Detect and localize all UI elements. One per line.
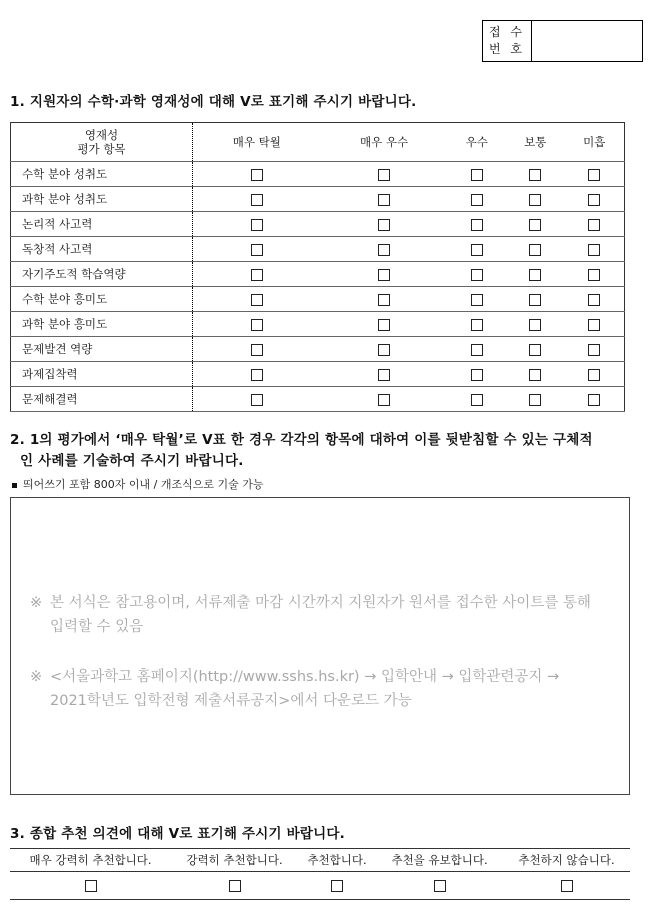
- rating-cell: [447, 212, 506, 237]
- rating-checkbox[interactable]: [378, 344, 390, 356]
- header-item-line1: 영재성: [84, 128, 119, 142]
- rating-rows: [11, 162, 625, 412]
- rating-checkbox[interactable]: [471, 219, 483, 231]
- rating-row: [11, 312, 625, 337]
- rating-checkbox[interactable]: [251, 394, 263, 406]
- receipt-label-line2: 번 호: [489, 42, 525, 56]
- rating-cell: [565, 387, 625, 412]
- rating-checkbox[interactable]: [588, 319, 600, 331]
- rating-cell: [321, 387, 448, 412]
- rating-checkbox[interactable]: [251, 369, 263, 381]
- notice-1-line1: 본 서식은 참고용이며, 서류제출 마감 시간까지 지원자가 원서를 접수한 사이트를 통해: [50, 595, 591, 611]
- evaluation-item-label: 문제발견 역량: [11, 337, 193, 362]
- receipt-number-field[interactable]: [532, 21, 642, 61]
- rating-cell: [565, 262, 625, 287]
- recommendation-checkbox[interactable]: [85, 880, 97, 892]
- rating-checkbox[interactable]: [471, 269, 483, 281]
- rating-cell: [506, 387, 565, 412]
- rating-checkbox[interactable]: [471, 394, 483, 406]
- rating-cell: [193, 162, 321, 187]
- rating-cell: [565, 362, 625, 387]
- recommendation-cell: [171, 872, 298, 900]
- rating-cell: [447, 312, 506, 337]
- q2-guideline: [12, 476, 263, 492]
- rating-cell: [506, 312, 565, 337]
- rating-cell: [193, 262, 321, 287]
- rating-checkbox[interactable]: [378, 169, 390, 181]
- header-level: 보통: [506, 123, 565, 162]
- rating-cell: [193, 287, 321, 312]
- rating-checkbox[interactable]: [529, 194, 541, 206]
- rating-checkbox[interactable]: [378, 269, 390, 281]
- header-level: 매우 우수: [321, 123, 448, 162]
- evaluation-item-label: 자기주도적 학습역량: [11, 262, 193, 287]
- rating-checkbox[interactable]: [529, 369, 541, 381]
- rating-checkbox[interactable]: [529, 394, 541, 406]
- rating-cell: [321, 237, 448, 262]
- rating-checkbox[interactable]: [471, 344, 483, 356]
- giftedness-rating-table: [10, 122, 625, 412]
- reference-mark-icon: ※: [30, 669, 43, 685]
- rating-checkbox[interactable]: [251, 194, 263, 206]
- rating-row: [11, 162, 625, 187]
- rating-cell: [321, 187, 448, 212]
- evaluation-item-label: 문제해결력: [11, 387, 193, 412]
- rating-checkbox[interactable]: [471, 319, 483, 331]
- q2-title-line1: 2. 1의 평가에서 ‘매우 탁월’로 V표 한 경우 각각의 항목에 대하여 이를 뒷받침할 수 있는 구체적: [10, 432, 593, 448]
- recommendation-checkbox[interactable]: [561, 880, 573, 892]
- rating-cell: [506, 162, 565, 187]
- rating-checkbox[interactable]: [529, 219, 541, 231]
- rating-cell: [447, 387, 506, 412]
- rating-cell: [506, 237, 565, 262]
- rating-cell: [321, 287, 448, 312]
- rating-checkbox[interactable]: [471, 369, 483, 381]
- recommendation-option-label: 추천하지 않습니다.: [503, 849, 630, 872]
- rating-cell: [193, 387, 321, 412]
- rating-cell: [447, 362, 506, 387]
- rating-cell: [321, 162, 448, 187]
- rating-cell: [565, 187, 625, 212]
- rating-cell: [506, 287, 565, 312]
- recommendation-cell: [376, 872, 503, 900]
- rating-checkbox[interactable]: [588, 294, 600, 306]
- rating-cell: [447, 187, 506, 212]
- rating-cell: [565, 337, 625, 362]
- rating-checkbox[interactable]: [529, 344, 541, 356]
- rating-cell: [565, 287, 625, 312]
- rating-cell: [447, 287, 506, 312]
- rating-checkbox[interactable]: [471, 244, 483, 256]
- rating-row: [11, 212, 625, 237]
- rating-row: [11, 187, 625, 212]
- rating-checkbox[interactable]: [529, 169, 541, 181]
- q2-title: [10, 430, 640, 472]
- rating-checkbox[interactable]: [378, 294, 390, 306]
- recommendation-checkbox[interactable]: [434, 880, 446, 892]
- rating-checkbox[interactable]: [378, 194, 390, 206]
- rating-row: [11, 337, 625, 362]
- rating-cell: [321, 312, 448, 337]
- rating-checkbox[interactable]: [251, 244, 263, 256]
- rating-cell: [506, 212, 565, 237]
- receipt-label-line1: 접 수: [489, 25, 525, 39]
- rating-checkbox[interactable]: [588, 219, 600, 231]
- q2-guideline-text: 띄어쓰기 포함 800자 이내 / 개조식으로 기술 가능: [23, 478, 264, 491]
- example-description-textarea[interactable]: [10, 497, 630, 795]
- rating-checkbox[interactable]: [529, 294, 541, 306]
- rating-cell: [193, 187, 321, 212]
- notice-1: [30, 591, 591, 639]
- receipt-number-box: [482, 20, 643, 62]
- recommendation-checkbox[interactable]: [331, 880, 343, 892]
- rating-checkbox[interactable]: [588, 269, 600, 281]
- rating-checkbox[interactable]: [378, 219, 390, 231]
- rating-row: [11, 387, 625, 412]
- notice-2-line1: <서울과학고 홈페이지(http://www.sshs.hs.kr) → 입학안내 → 입학관련공지 →: [50, 669, 560, 685]
- rating-cell: [565, 312, 625, 337]
- rating-cell: [447, 262, 506, 287]
- notice-2-line2: 2021학년도 입학전형 제출서류공지>에서 다운로드 가능: [50, 693, 412, 709]
- evaluation-item-label: 수학 분야 성취도: [11, 162, 193, 187]
- recommendation-table: [10, 848, 630, 900]
- receipt-number-label: [483, 21, 532, 61]
- rating-checkbox[interactable]: [378, 319, 390, 331]
- evaluation-item-label: 수학 분야 흥미도: [11, 287, 193, 312]
- q2-title-line2: 인 사례를 기술하여 주시기 바랍니다.: [20, 453, 244, 469]
- recommendation-checkbox-row: [10, 872, 630, 900]
- rating-cell: [447, 237, 506, 262]
- rating-cell: [447, 162, 506, 187]
- rating-cell: [321, 337, 448, 362]
- recommendation-option-label: 추천을 유보합니다.: [376, 849, 503, 872]
- rating-checkbox[interactable]: [588, 244, 600, 256]
- notice-2: [30, 665, 559, 713]
- rating-checkbox[interactable]: [529, 269, 541, 281]
- rating-checkbox[interactable]: [251, 344, 263, 356]
- q1-title: 1. 지원자의 수학·과학 영재성에 대해 V로 표기해 주시기 바랍니다.: [10, 94, 417, 110]
- header-level: 미흡: [565, 123, 625, 162]
- evaluation-item-label: 독창적 사고력: [11, 237, 193, 262]
- rating-checkbox[interactable]: [251, 219, 263, 231]
- notice-1-line2: 입력할 수 있음: [50, 619, 144, 635]
- header-level: 우수: [447, 123, 506, 162]
- rating-checkbox[interactable]: [251, 169, 263, 181]
- rating-checkbox[interactable]: [588, 344, 600, 356]
- header-evaluation-item: [11, 123, 193, 162]
- rating-cell: [565, 162, 625, 187]
- rating-cell: [506, 262, 565, 287]
- recommendation-cell: [298, 872, 376, 900]
- header-level: 매우 탁월: [193, 123, 321, 162]
- recommendation-checkbox[interactable]: [229, 880, 241, 892]
- rating-row: [11, 362, 625, 387]
- rating-cell: [506, 337, 565, 362]
- rating-checkbox[interactable]: [471, 194, 483, 206]
- rating-cell: [506, 187, 565, 212]
- evaluation-item-label: 과학 분야 흥미도: [11, 312, 193, 337]
- rating-checkbox[interactable]: [251, 269, 263, 281]
- rating-checkbox[interactable]: [378, 369, 390, 381]
- header-item-line2: 평가 항목: [77, 142, 126, 156]
- rating-cell: [565, 212, 625, 237]
- evaluation-item-label: 논리적 사고력: [11, 212, 193, 237]
- rating-cell: [321, 362, 448, 387]
- bullet-square-icon: [12, 483, 17, 488]
- q3-title: 3. 종합 추천 의견에 대해 V로 표기해 주시기 바랍니다.: [10, 826, 345, 842]
- rating-cell: [193, 362, 321, 387]
- rating-cell: [193, 212, 321, 237]
- rating-checkbox[interactable]: [588, 169, 600, 181]
- recommendation-option-label: 추천합니다.: [298, 849, 376, 872]
- rating-row: [11, 287, 625, 312]
- rating-checkbox[interactable]: [378, 394, 390, 406]
- rating-cell: [565, 237, 625, 262]
- rating-cell: [193, 337, 321, 362]
- rating-cell: [193, 312, 321, 337]
- rating-checkbox[interactable]: [251, 294, 263, 306]
- rating-cell: [447, 337, 506, 362]
- rating-checkbox[interactable]: [471, 169, 483, 181]
- evaluation-item-label: 과학 분야 성취도: [11, 187, 193, 212]
- rating-row: [11, 262, 625, 287]
- reference-mark-icon: ※: [30, 595, 43, 611]
- evaluation-item-label: 과제집착력: [11, 362, 193, 387]
- rating-checkbox[interactable]: [529, 319, 541, 331]
- rating-checkbox[interactable]: [588, 394, 600, 406]
- recommendation-cell: [10, 872, 171, 900]
- rating-row: [11, 237, 625, 262]
- rating-checkbox[interactable]: [588, 194, 600, 206]
- recommendation-cell: [503, 872, 630, 900]
- rating-checkbox[interactable]: [588, 369, 600, 381]
- rating-cell: [193, 237, 321, 262]
- rating-cell: [506, 362, 565, 387]
- rating-cell: [321, 262, 448, 287]
- recommendation-options-row: [10, 849, 630, 872]
- rating-checkbox[interactable]: [251, 319, 263, 331]
- rating-checkbox[interactable]: [378, 244, 390, 256]
- recommendation-option-label: 매우 강력히 추천합니다.: [10, 849, 171, 872]
- recommendation-option-label: 강력히 추천합니다.: [171, 849, 298, 872]
- rating-checkbox[interactable]: [471, 294, 483, 306]
- rating-checkbox[interactable]: [529, 244, 541, 256]
- rating-cell: [321, 212, 448, 237]
